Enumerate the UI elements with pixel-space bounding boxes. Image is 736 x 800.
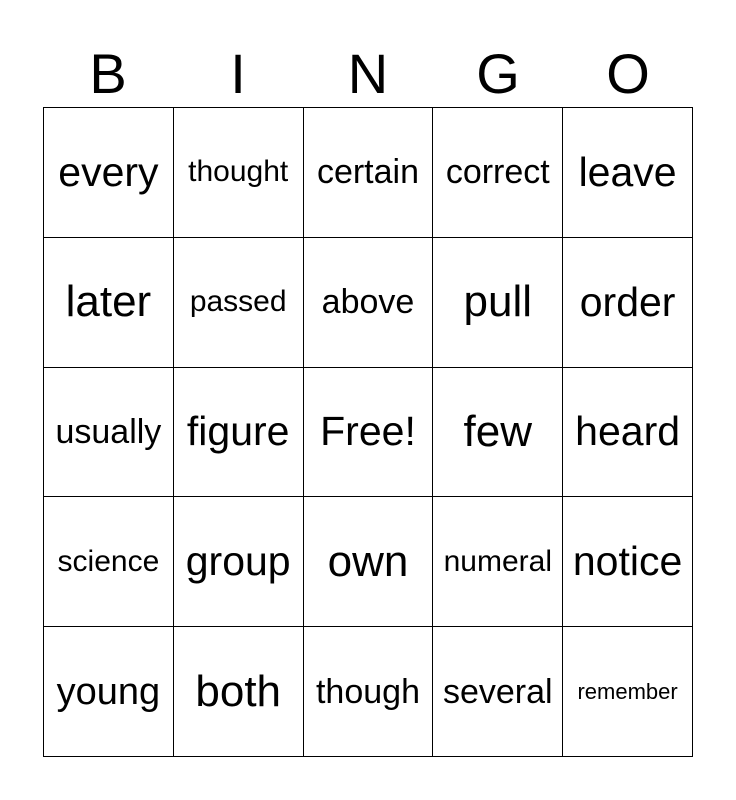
bingo-cell[interactable] (174, 108, 304, 238)
free-space-cell[interactable] (304, 368, 434, 498)
bingo-cell[interactable] (44, 368, 174, 498)
cell-word: though (315, 672, 420, 711)
header-letter-b: B (89, 42, 127, 105)
cell-word: figure (186, 408, 290, 455)
header-letter-o: O (606, 42, 650, 105)
cell-word: above (321, 283, 415, 322)
bingo-cell[interactable] (44, 497, 174, 627)
cell-word: pull (463, 277, 533, 327)
bingo-cell[interactable] (433, 108, 563, 238)
cell-word: order (579, 278, 676, 325)
cell-word: few (463, 406, 533, 456)
cell-word: heard (575, 408, 681, 455)
header-letter-n: N (347, 42, 389, 105)
bingo-board (43, 107, 693, 757)
cell-word: certain (316, 153, 420, 192)
bingo-cell[interactable] (563, 497, 693, 627)
cell-word: numeral (443, 544, 552, 578)
bingo-cell[interactable] (433, 497, 563, 627)
cell-word: both (195, 666, 282, 716)
cell-word: several (442, 672, 553, 711)
bingo-cell[interactable] (433, 368, 563, 498)
bingo-cell[interactable] (174, 368, 304, 498)
bingo-cell[interactable] (44, 108, 174, 238)
bingo-cell[interactable] (563, 368, 693, 498)
bingo-cell[interactable] (174, 627, 304, 757)
header-letter-g: G (476, 42, 520, 105)
bingo-cell[interactable] (304, 497, 434, 627)
header-letter-i: I (230, 42, 246, 105)
cell-word: leave (578, 148, 677, 195)
bingo-cell[interactable] (174, 497, 304, 627)
bingo-cell[interactable] (433, 627, 563, 757)
bingo-cell[interactable] (304, 238, 434, 368)
cell-word: own (327, 536, 409, 586)
bingo-cell[interactable] (563, 108, 693, 238)
free-space-label: Free! (320, 408, 416, 455)
bingo-cell[interactable] (304, 108, 434, 238)
cell-word: usually (55, 412, 162, 451)
bingo-cell[interactable] (563, 627, 693, 757)
cell-word: group (185, 538, 291, 585)
bingo-cell[interactable] (563, 238, 693, 368)
cell-word: correct (445, 153, 550, 192)
bingo-cell[interactable] (44, 627, 174, 757)
cell-word: passed (189, 285, 287, 319)
bingo-cell[interactable] (174, 238, 304, 368)
cell-word: later (65, 277, 152, 327)
bingo-header (43, 40, 693, 108)
bingo-cell[interactable] (44, 238, 174, 368)
cell-word: science (57, 544, 160, 578)
cell-word: young (56, 670, 161, 713)
cell-word: every (58, 148, 159, 195)
bingo-cell[interactable] (304, 627, 434, 757)
cell-word: notice (572, 538, 683, 585)
bingo-cell[interactable] (433, 238, 563, 368)
cell-word: thought (188, 155, 289, 189)
cell-word: remember (577, 678, 678, 704)
